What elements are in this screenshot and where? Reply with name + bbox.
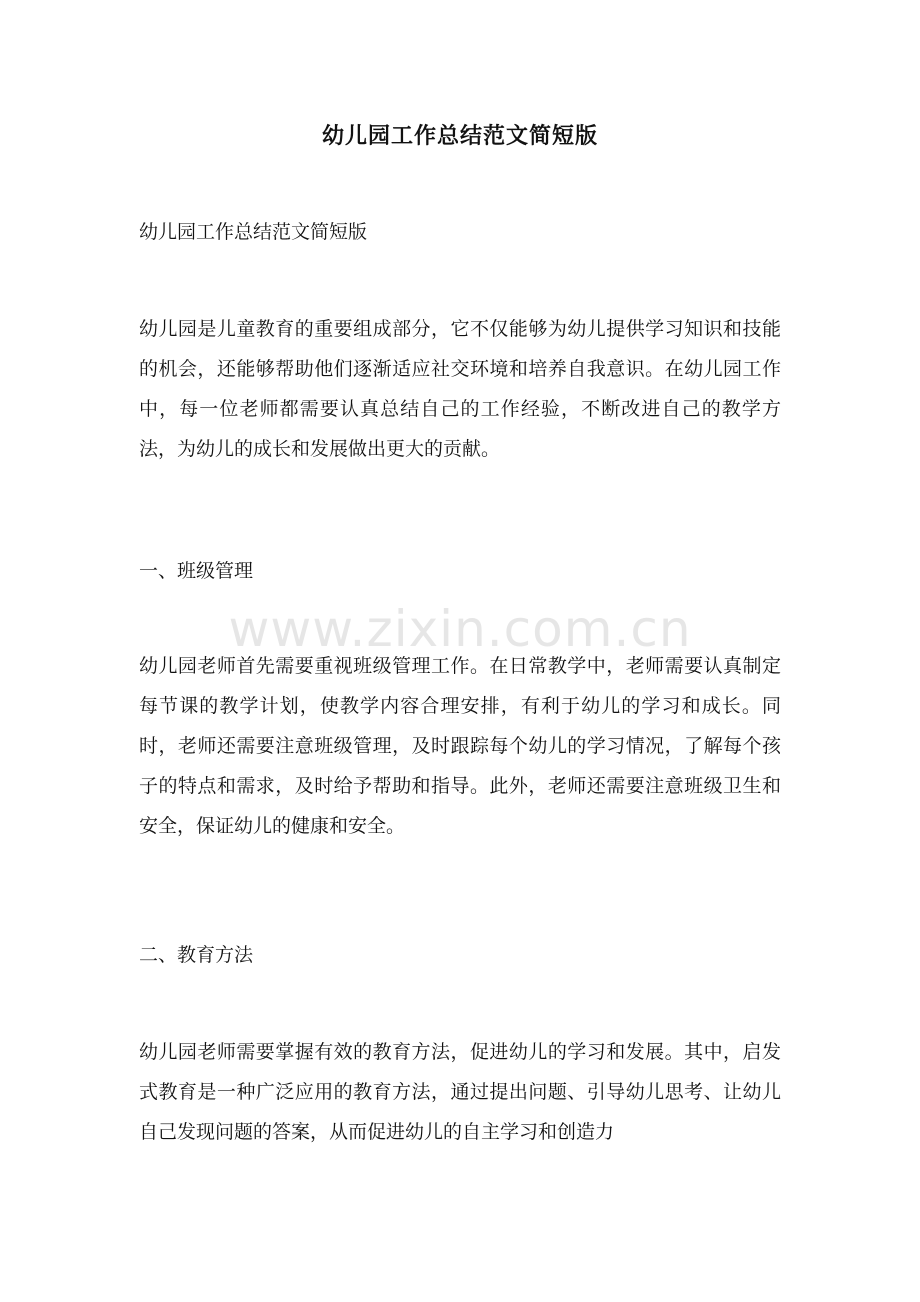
document-subtitle: 幼儿园工作总结范文简短版 (139, 221, 368, 243)
intro-paragraph: 幼儿园是儿童教育的重要组成部分，它不仅能够为幼儿提供学习知识和技能的机会，还能够帮助他们逐渐适应社交环境和培养自我意识。在幼儿园工作中，每一位老师都需要认真总结自己的工作经验，不断改进自己的教学方法，为幼儿的成长和发展做出更大的贡献。 (139, 318, 781, 460)
document-title: 幼儿园工作总结范文简短版 (321, 123, 598, 149)
section-heading-class-management: 一、班级管理 (139, 560, 254, 582)
section-body-teaching-methods: 幼儿园老师需要掌握有效的教育方法，促进幼儿的学习和发展。其中，启发式教育是一种广泛应用的教育方法，通过提出问题、引导幼儿思考、让幼儿自己发现问题的答案，从而促进幼儿的自主学习和创造力 (139, 1041, 781, 1143)
watermark: www.zixin.com.cn (228, 600, 692, 658)
section-body-class-management: 幼儿园老师首先需要重视班级管理工作。在日常教学中，老师需要认真制定每节课的教学计划，使教学内容合理安排，有利于幼儿的学习和成长。同时，老师还需要注意班级管理，及时跟踪每个幼儿的学习情况，了解每个孩子的特点和需求，及时给予帮助和指导。此外，老师还需要注意班级卫生和安全，保证幼儿的健康和安全。 (139, 655, 781, 837)
section-heading-teaching-methods: 二、教育方法 (139, 944, 254, 966)
